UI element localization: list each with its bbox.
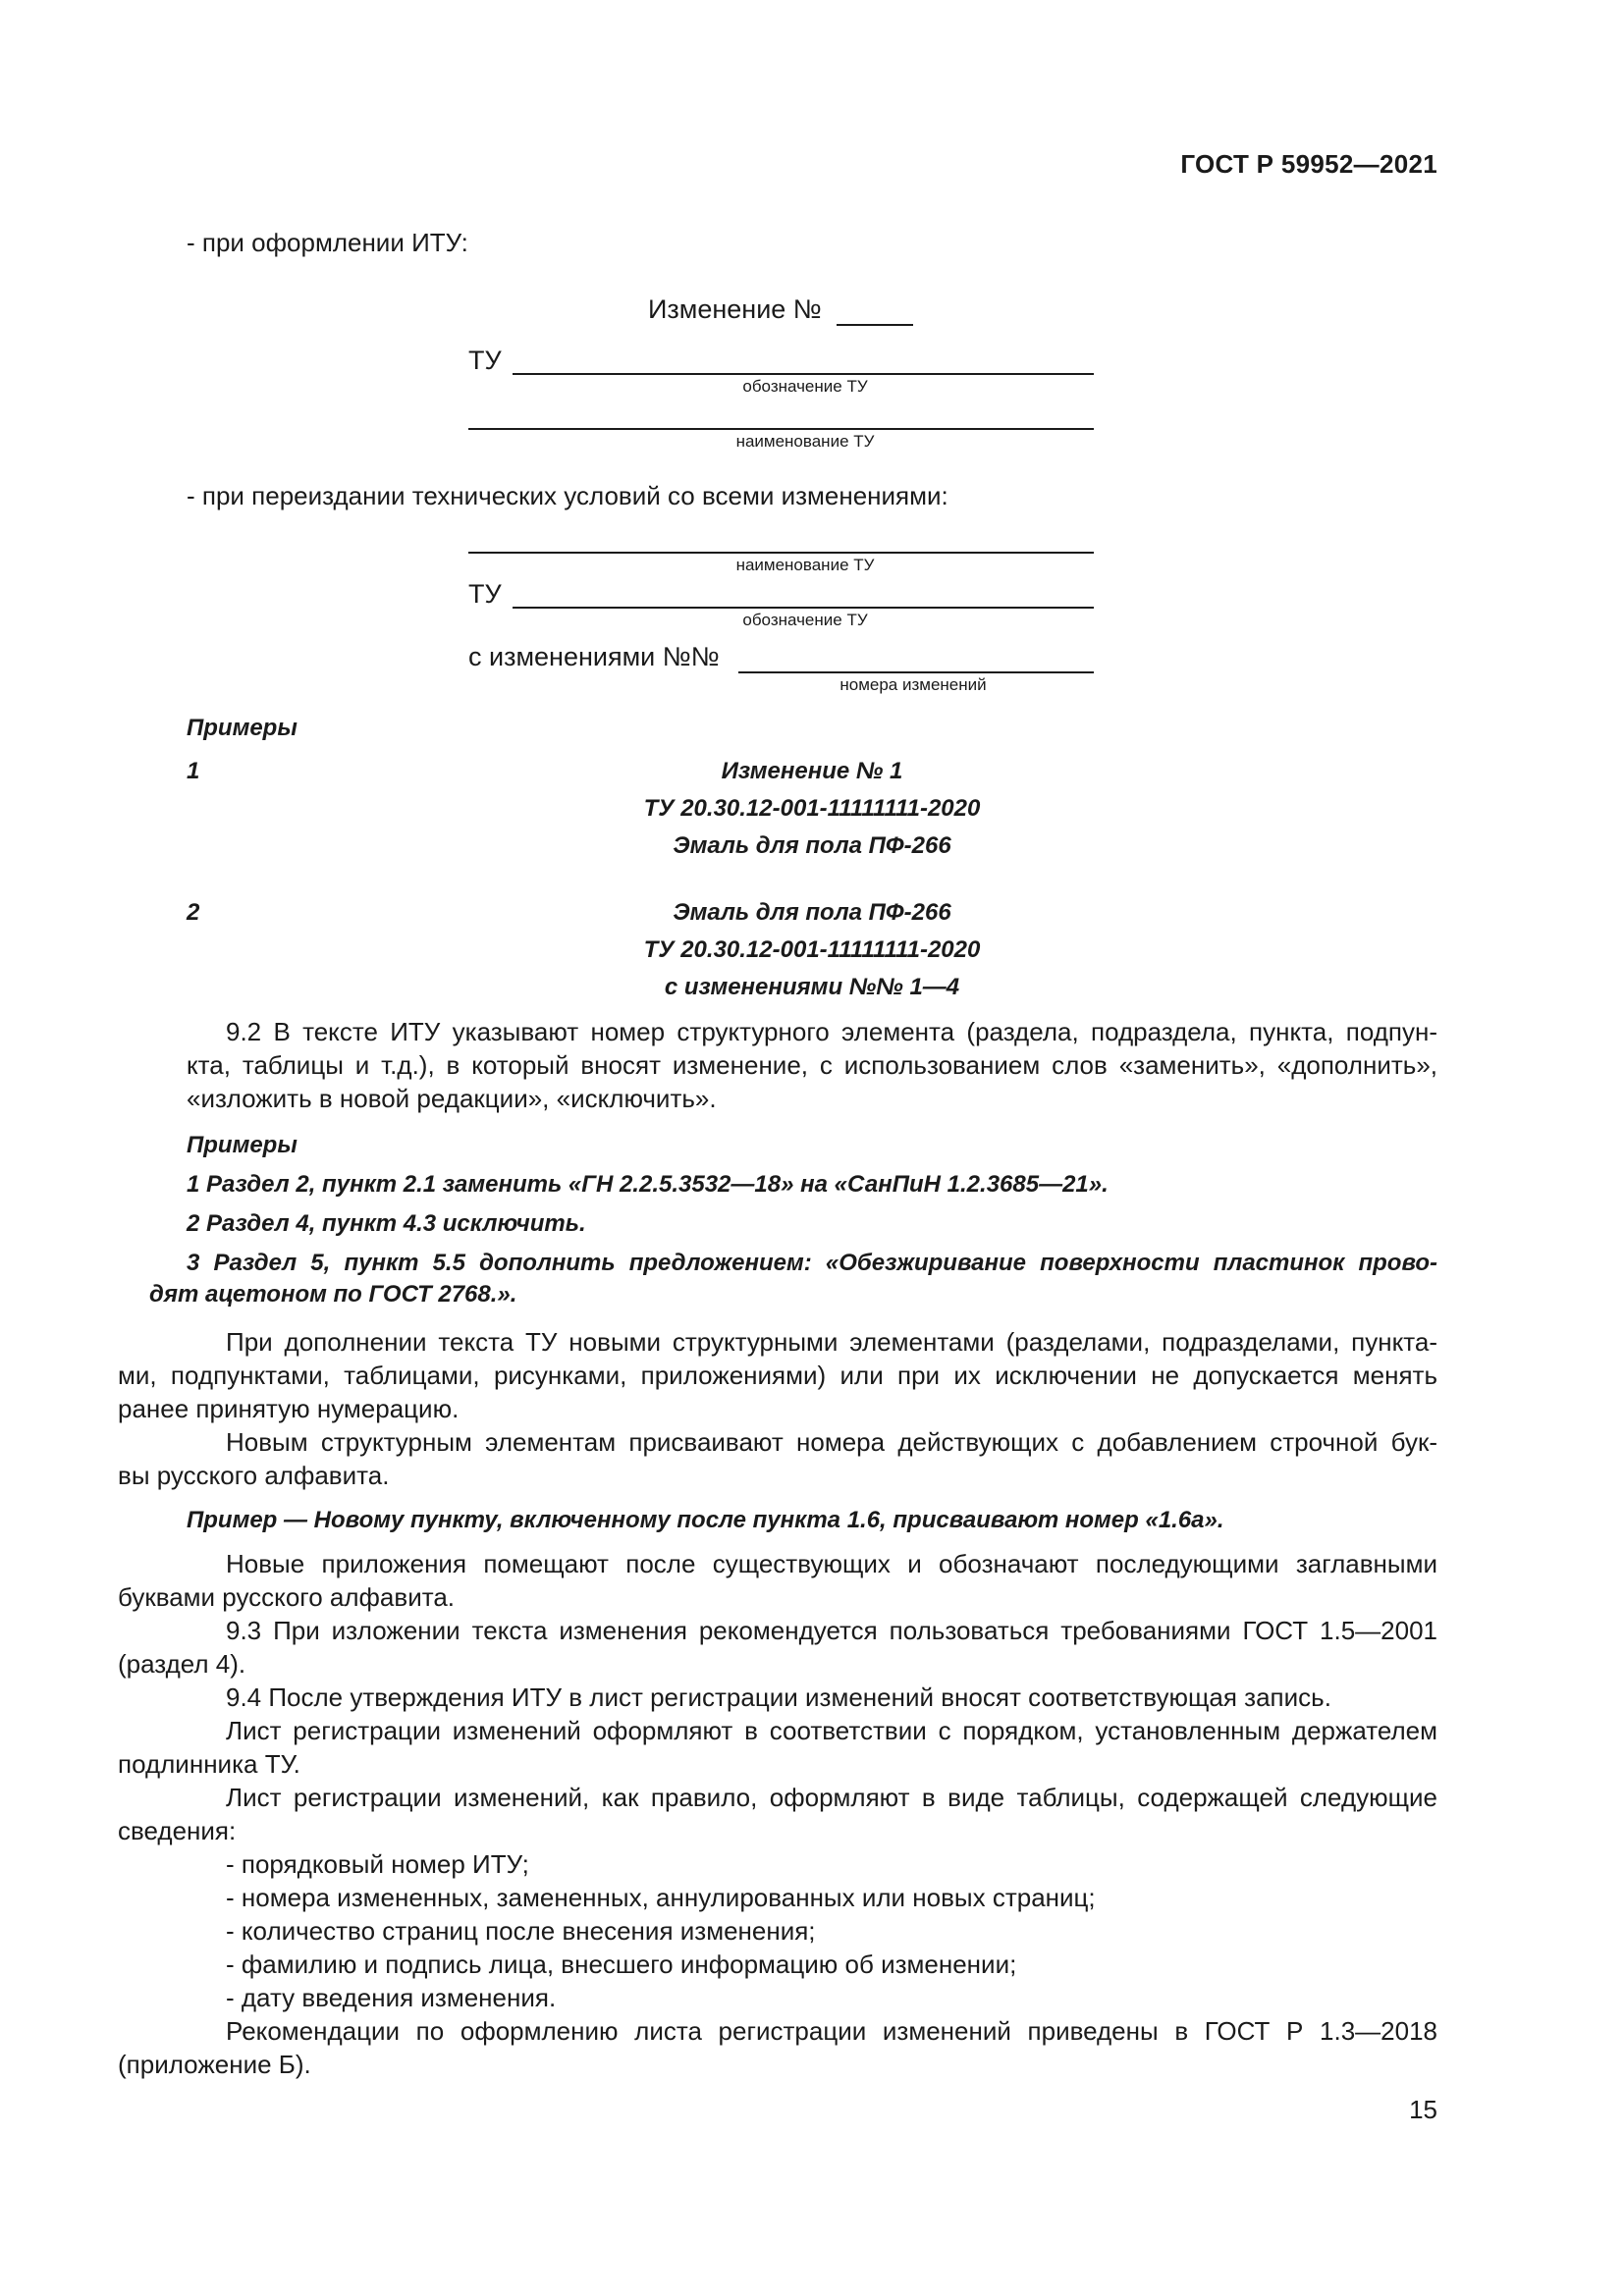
changes-label: с изменениями №№ bbox=[468, 642, 720, 671]
example-2-line-1: Эмаль для пола ПФ-266 bbox=[673, 899, 951, 926]
para-recommend-line-2: (приложение Б). bbox=[118, 2050, 311, 2079]
example-2-number: 2 bbox=[187, 899, 200, 926]
document-id-header: ГОСТ Р 59952—2021 bbox=[1180, 149, 1437, 179]
para-appendices-line-2: буквами русского алфавита. bbox=[118, 1582, 456, 1612]
caption-changes: номера изменений bbox=[839, 675, 987, 694]
para-9-3-line-2: (раздел 4). bbox=[118, 1649, 246, 1679]
caption-name-1: наименование ТУ bbox=[735, 432, 875, 451]
change-number-blank bbox=[837, 324, 913, 326]
example2-item-2: 2 Раздел 4, пункт 4.3 исключить. bbox=[187, 1210, 586, 1237]
para-9-2-line-2: кта, таблицы и т.д.), в который вносят изменение, с использованием слов «заменить», «дополнить», bbox=[187, 1050, 1437, 1080]
list-item-4: - фамилию и подпись лица, внесшего информацию об изменении; bbox=[226, 1949, 1017, 1979]
change-number-label: Изменение № bbox=[648, 294, 822, 324]
lead-reissue: - при переиздании технических условий со всеми изменениями: bbox=[187, 481, 948, 510]
caption-name-2: наименование ТУ bbox=[735, 556, 875, 574]
para-sheet2-line-1: Лист регистрации изменений, как правило, оформляют в виде таблицы, содержащей следующие bbox=[226, 1783, 1437, 1812]
para-9-4-line-1: 9.4 После утверждения ИТУ в лист регистрации изменений вносят соответствующая запись. bbox=[226, 1682, 1331, 1712]
para-9-3-line-1: 9.3 При изложении текста изменения рекомендуется пользоваться требованиями ГОСТ 1.5—2001 bbox=[226, 1616, 1437, 1645]
lead-itu: - при оформлении ИТУ: bbox=[187, 228, 468, 257]
examples-heading-1: Примеры bbox=[187, 715, 298, 741]
para-add-line-3: ранее принятую нумерацию. bbox=[118, 1394, 460, 1423]
example2-item-1: 1 Раздел 2, пункт 2.1 заменить «ГН 2.2.5.3532—18» на «СанПиН 1.2.3685—21». bbox=[187, 1171, 1109, 1198]
tu-name-blank-2 bbox=[468, 552, 1094, 554]
example-1-line-1: Изменение № 1 bbox=[721, 758, 903, 784]
example-1-number: 1 bbox=[187, 758, 200, 784]
example2-item-3b: дят ацетоном по ГОСТ 2768.». bbox=[149, 1281, 517, 1308]
para-9-2-line-1: 9.2 В тексте ИТУ указывают номер структурного элемента (раздела, подраздела, пункта, подпун- bbox=[226, 1017, 1437, 1046]
caption-designation-1: обозначение ТУ bbox=[742, 377, 868, 396]
tu-designation-blank-1 bbox=[513, 373, 1094, 375]
changes-numbers-blank bbox=[738, 671, 1094, 673]
examples-heading-2: Примеры bbox=[187, 1132, 298, 1158]
example-2-line-3: с изменениями №№ 1—4 bbox=[664, 974, 960, 1000]
tu-prefix-2: ТУ bbox=[468, 579, 502, 609]
para-add-line-1: При дополнении текста ТУ новыми структурными элементами (разделами, подразделами, пункта- bbox=[226, 1327, 1437, 1357]
list-item-3: - количество страниц после внесения изменения; bbox=[226, 1916, 816, 1946]
para-new-elements-line-1: Новым структурным элементам присваивают номера действующих с добавлением строчной бук- bbox=[226, 1427, 1437, 1457]
para-sheet1-line-1: Лист регистрации изменений оформляют в соответствии с порядком, установленным держателем bbox=[226, 1716, 1437, 1745]
list-item-2: - номера измененных, замененных, аннулированных или новых страниц; bbox=[226, 1883, 1096, 1912]
tu-prefix-1: ТУ bbox=[468, 346, 502, 375]
example-1-line-2: ТУ 20.30.12-001-11111111-2020 bbox=[643, 795, 981, 822]
para-9-2-line-3: «изложить в новой редакции», «исключить». bbox=[187, 1084, 717, 1113]
example-1-line-3: Эмаль для пола ПФ-266 bbox=[673, 832, 951, 859]
para-appendices-line-1: Новые приложения помещают после существующих и обозначают последующими заглавными bbox=[226, 1549, 1437, 1578]
para-new-elements-line-2: вы русского алфавита. bbox=[118, 1461, 390, 1490]
tu-name-blank-1 bbox=[468, 428, 1094, 430]
list-item-5: - дату введения изменения. bbox=[226, 1983, 557, 2012]
example3-text: Пример — Новому пункту, включенному после пункта 1.6, присваивают номер «1.6а». bbox=[187, 1507, 1224, 1533]
para-sheet2-line-2: сведения: bbox=[118, 1816, 237, 1845]
example2-item-3a: 3 Раздел 5, пункт 5.5 дополнить предложением: «Обезжиривание поверхности пластинок прово- bbox=[187, 1250, 1437, 1276]
list-item-1: - порядковый номер ИТУ; bbox=[226, 1849, 529, 1879]
tu-designation-blank-2 bbox=[513, 607, 1094, 609]
para-add-line-2: ми, подпунктами, таблицами, рисунками, приложениями) или при их исключении не допускается менять bbox=[118, 1361, 1437, 1390]
example-2-line-2: ТУ 20.30.12-001-11111111-2020 bbox=[643, 936, 981, 963]
page-number: 15 bbox=[1409, 2095, 1437, 2124]
caption-designation-2: обозначение ТУ bbox=[742, 611, 868, 629]
para-recommend-line-1: Рекомендации по оформлению листа регистрации изменений приведены в ГОСТ Р 1.3—2018 bbox=[226, 2016, 1437, 2046]
para-sheet1-line-2: подлинника ТУ. bbox=[118, 1749, 300, 1779]
